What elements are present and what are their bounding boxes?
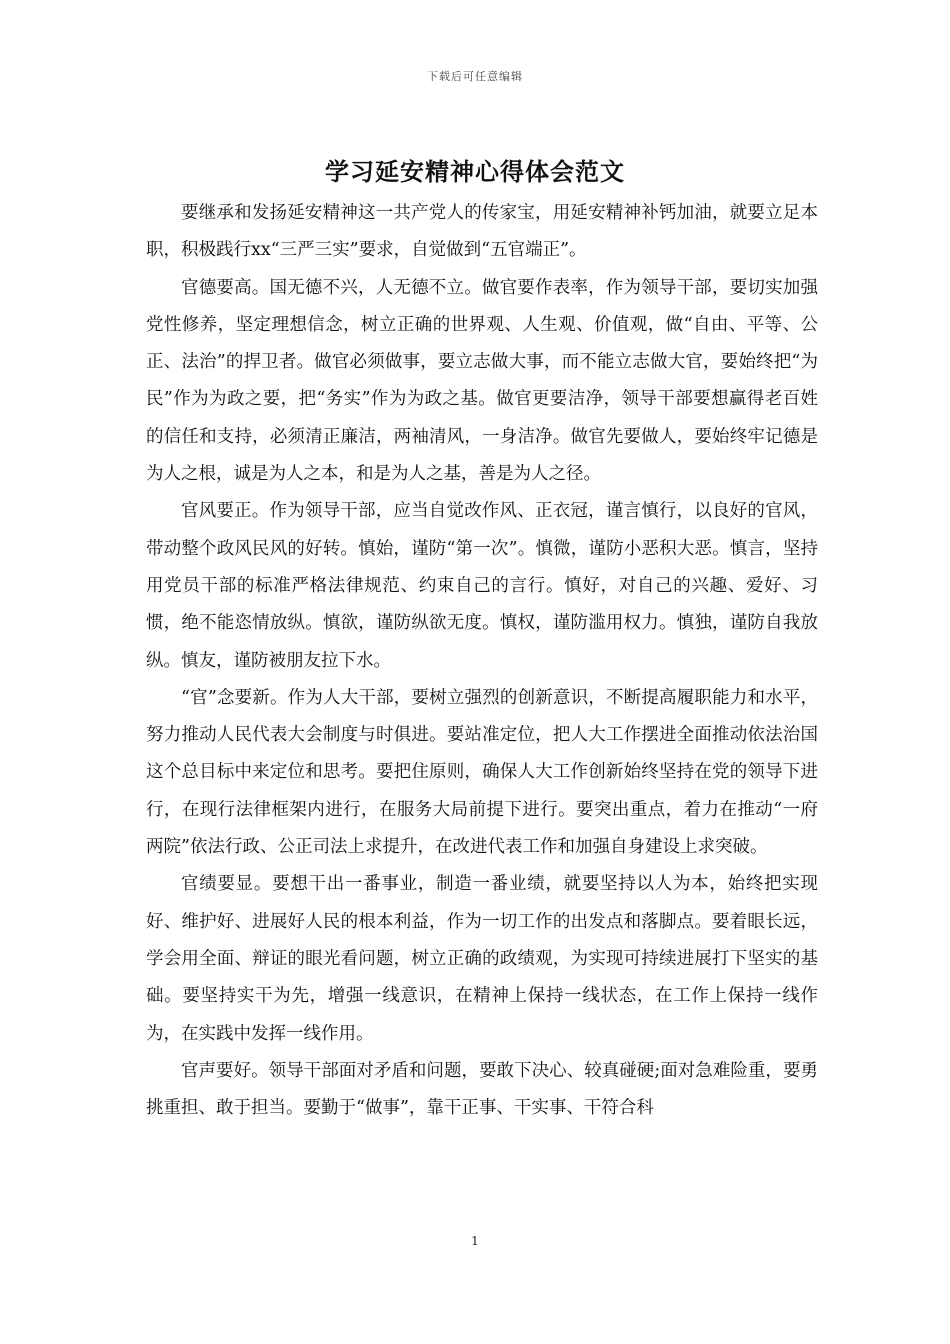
document-body (146, 195, 818, 1127)
paragraph-guande: 官德要高。国无德不兴，人无德不立。做官要作表率，作为领导干部，要切实加强党性修养，坚定理想信念，树立正确的世界观、人生观、价值观，做“自由、平等、公正、法治”的捍卫者。做官必须做事，要立志做大事，而不能立志做大官，要始终把“为民”作为为政之要，把“务实”作为为政之基。做官更要洁净，领导干部要想赢得老百姓的信任和支持，必须清正廉洁，两袖清风，一身洁净。做官先要做人，要始终牢记德是为人之根，诚是为人之本，和是为人之基，善是为人之径。 (146, 277, 818, 485)
paragraph-guanji: 官绩要显。要想干出一番事业，制造一番业绩，就要坚持以人为本，始终把实现好、维护好、进展好人民的根本利益，作为一切工作的出发点和落脚点。要着眼长远，学会用全面、辩证的眼光看问题，树立正确的政绩观，为实现可持续进展打下坚实的基础。要坚持实干为先，增强一线意识，在精神上保持一线状态，在工作上保持一线作为，在实践中发挥一线作用。 (146, 874, 818, 1044)
paragraph-guansheng: 官声要好。领导干部面对矛盾和问题，要敢下决心、较真碰硬;面对急难险重，要勇挑重担、敢于担当。要勤于“做事”，靠干正事、干实事、干符合科 (146, 1060, 818, 1119)
paragraph-guannian: “官”念要新。作为人大干部，要树立强烈的创新意识，不断提高履职能力和水平，努力推动人民代表大会制度与时俱进。要站准定位，把人大工作摆进全面推动依法治国这个总目标中来定位和思考。要把住原则，确保人大工作创新始终坚持在党的领导下进行，在现行法律框架内进行，在服务大局前提下进行。要突出重点，着力在推动“一府两院”依法行政、公正司法上求提升，在改进代表工作和加强自身建设上求突破。 (146, 687, 818, 858)
page-number: 1 (471, 1234, 479, 1248)
paragraph-guanfeng: 官风要正。作为领导干部，应当自觉改作风、正衣冠，谨言慎行，以良好的官风，带动整个政风民风的好转。慎始，谨防“第一次”。慎微，谨防小恶积大恶。慎言，坚持用党员干部的标准严格法律规范、约束自己的言行。慎好，对自己的兴趣、爱好、习惯，绝不能恣情放纵。慎欲，谨防纵欲无度。慎权，谨防滥用权力。慎独，谨防自我放纵。慎友，谨防被朋友拉下水。 (146, 501, 818, 671)
page-header-note: 下载后可任意编辑 (427, 70, 523, 83)
paragraph-intro: 要继承和发扬延安精神这一共产党人的传家宝，用延安精神补钙加油，就要立足本职，积极践行xx“三严三实”要求，自觉做到“五官端正”。 (146, 203, 818, 261)
document-title: 学习延安精神心得体会范文 (325, 157, 625, 186)
